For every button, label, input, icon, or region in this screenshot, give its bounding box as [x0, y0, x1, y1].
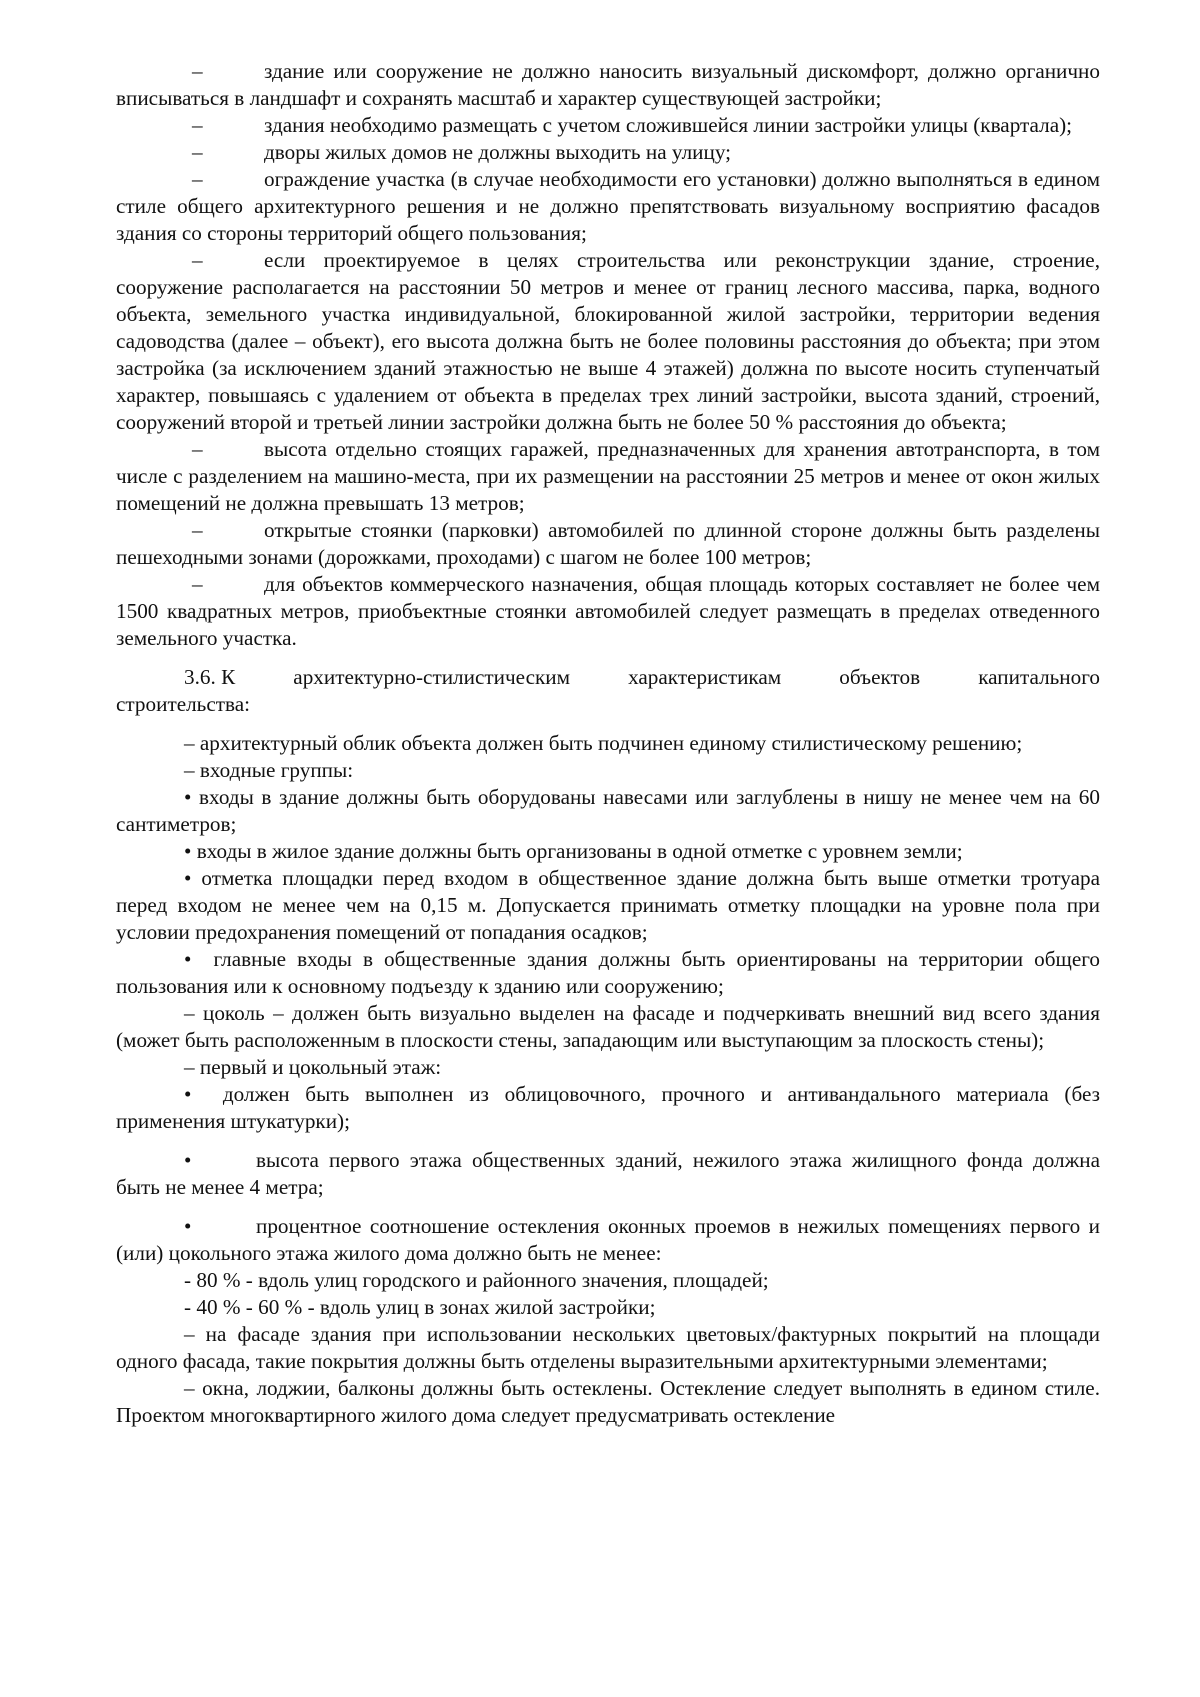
- list-marker: –: [192, 59, 203, 83]
- list-marker: –: [192, 167, 203, 191]
- list-marker: –: [192, 248, 203, 272]
- bullet-marker: •: [184, 839, 192, 863]
- list-item-text: главные входы в общественные здания должны быть ориентированы на территории общего пользования или к основному подъезду к зданию или сооружению;: [116, 947, 1100, 998]
- list-item: [116, 730, 1100, 757]
- list-item-text: цоколь – должен быть визуально выделен на фасаде и подчеркивать внешний вид всего здания (может быть расположенным в плоскости стены, западающим или выступающим за плоскость стены);: [116, 1001, 1100, 1052]
- list-marker: –: [192, 518, 203, 542]
- list-marker: –: [184, 1055, 195, 1079]
- bullet-marker: •: [184, 785, 192, 809]
- bullet-marker: •: [184, 1082, 192, 1106]
- list-item: [116, 112, 1100, 139]
- list-marker: –: [184, 1376, 195, 1400]
- list-item: [116, 436, 1100, 517]
- list-item: [116, 946, 1100, 1000]
- bullet-marker: •: [184, 947, 192, 971]
- bullet-marker: •: [184, 1148, 192, 1172]
- list-item-text: должен быть выполнен из облицовочного, прочного и антивандального материала (без применения штукатурки);: [116, 1082, 1100, 1133]
- list-item: [116, 571, 1100, 652]
- document-page: [116, 58, 1100, 1429]
- list-item: [116, 247, 1100, 436]
- section-heading-end: строительства:: [116, 692, 251, 716]
- list-item-text: первый и цокольный этаж:: [199, 1055, 442, 1079]
- list-marker: –: [192, 113, 203, 137]
- list-item-text: входные группы:: [199, 758, 354, 782]
- list-item-text: входы в здание должны быть оборудованы навесами или заглублены в нишу не менее чем на 60 сантиметров;: [116, 785, 1100, 836]
- list-marker: –: [184, 1001, 195, 1025]
- list-item-text: для объектов коммерческого назначения, общая площадь которых составляет не более чем 1500 квадратных метров, приобъектные стоянки автомобилей следует размещать в пределах отведенного земельного участка.: [116, 572, 1100, 650]
- list-marker: –: [184, 758, 195, 782]
- section-word: объектов: [839, 665, 921, 689]
- list-marker: –: [192, 437, 203, 461]
- list-item-text: отметка площадки перед входом в общественное здание должна быть выше отметки тротуара перед входом не менее чем на 0,15 м. Допускается принимать отметку площадки на уровне пола при условии предохранения помещений от попадания осадков;: [116, 866, 1100, 944]
- list-item-text: открытые стоянки (парковки) автомобилей по длинной стороне должны быть разделены пешеходными зонами (дорожками, проходами) с шагом не более 100 метров;: [116, 518, 1100, 569]
- bullet-marker: •: [184, 866, 192, 890]
- list-item: [116, 1054, 1100, 1081]
- section-number: 3.6. К: [184, 665, 236, 689]
- list-marker: –: [184, 1322, 195, 1346]
- list-item-text: здание или сооружение не должно наносить визуальный дискомфорт, должно органично вписываться в ландшафт и сохранять масштаб и характер существующей застройки;: [116, 59, 1100, 110]
- list-item-text: архитектурный облик объекта должен быть подчинен единому стилистическому решению;: [199, 731, 1023, 755]
- list-item: [116, 166, 1100, 247]
- list-item: [116, 838, 1100, 865]
- list-marker: –: [192, 140, 203, 164]
- list-item-text: здания необходимо размещать с учетом сложившейся линии застройки улицы (квартала);: [264, 113, 1073, 137]
- list-item: [116, 1375, 1100, 1429]
- list-item: [116, 58, 1100, 112]
- list-item-text: процентное соотношение остекления оконных проемов в нежилых помещениях первого и (или) цокольного этажа жилого дома должно быть не менее:: [116, 1214, 1100, 1265]
- list-item: [116, 865, 1100, 946]
- list-item: [116, 1081, 1100, 1135]
- list-item: [116, 1147, 1100, 1201]
- list-item-text: окна, лоджии, балконы должны быть остеклены. Остекление следует выполнять в едином стиле. Проектом многоквартирного жилого дома следует предусматривать остекление: [116, 1376, 1100, 1427]
- list-item: [116, 784, 1100, 838]
- list-item: [116, 1213, 1100, 1267]
- bullet-marker: •: [184, 1214, 192, 1238]
- section-heading: [116, 664, 1100, 718]
- list-item: [116, 1321, 1100, 1375]
- list-item: [116, 1000, 1100, 1054]
- list-item-text: ограждение участка (в случае необходимости его установки) должно выполняться в едином стиле общего архитектурного решения и не должно препятствовать визуальному восприятию фасадов здания со стороны территорий общего пользования;: [116, 167, 1100, 245]
- list-item-text: на фасаде здания при использовании нескольких цветовых/фактурных покрытий на площади одного фасада, такие покрытия должны быть отделены выразительными архитектурными элементами;: [116, 1322, 1101, 1373]
- list-item-text: если проектируемое в целях строительства или реконструкции здание, строение, сооружение располагается на расстоянии 50 метров и менее от границ лесного массива, парка, водного объекта, земельного участка индивидуальной, блокированной жилой застройки, территории ведения садоводства (далее – объект), его высота должна быть не более половины расстояния до объекта; при этом застройка (за исключением зданий этажностью не выше 4 этажей) должна по высоте носить ступенчатый характер, повышаясь с удалением от объекта в пределах трех линий застройки, высота зданий, строений, сооружений второй и третьей линии застройки должна быть не более 50 % расстояния до объекта;: [116, 248, 1100, 434]
- list-item: [116, 517, 1100, 571]
- list-marker: –: [192, 572, 203, 596]
- list-item: [116, 757, 1100, 784]
- section-word: капитального: [978, 665, 1100, 689]
- list-marker: –: [184, 731, 195, 755]
- list-item-text: дворы жилых домов не должны выходить на улицу;: [264, 140, 732, 164]
- section-word: архитектурно-стилистическим: [293, 665, 571, 689]
- list-item: [116, 139, 1100, 166]
- percent-item: - 80 % - вдоль улиц городского и районного значения, площадей;: [184, 1268, 769, 1292]
- list-item-text: входы в жилое здание должны быть организованы в одной отметке с уровнем земли;: [196, 839, 963, 863]
- list-item-text: высота первого этажа общественных зданий, нежилого этажа жилищного фонда должна быть не менее 4 метра;: [116, 1148, 1100, 1199]
- list-item-text: высота отдельно стоящих гаражей, предназначенных для хранения автотранспорта, в том числе с разделением на машино-места, при их размещении на расстоянии 25 метров и менее от окон жилых помещений не должна превышать 13 метров;: [116, 437, 1100, 515]
- percent-item: - 40 % - 60 % - вдоль улиц в зонах жилой застройки;: [184, 1295, 656, 1319]
- section-word: характеристикам: [628, 665, 782, 689]
